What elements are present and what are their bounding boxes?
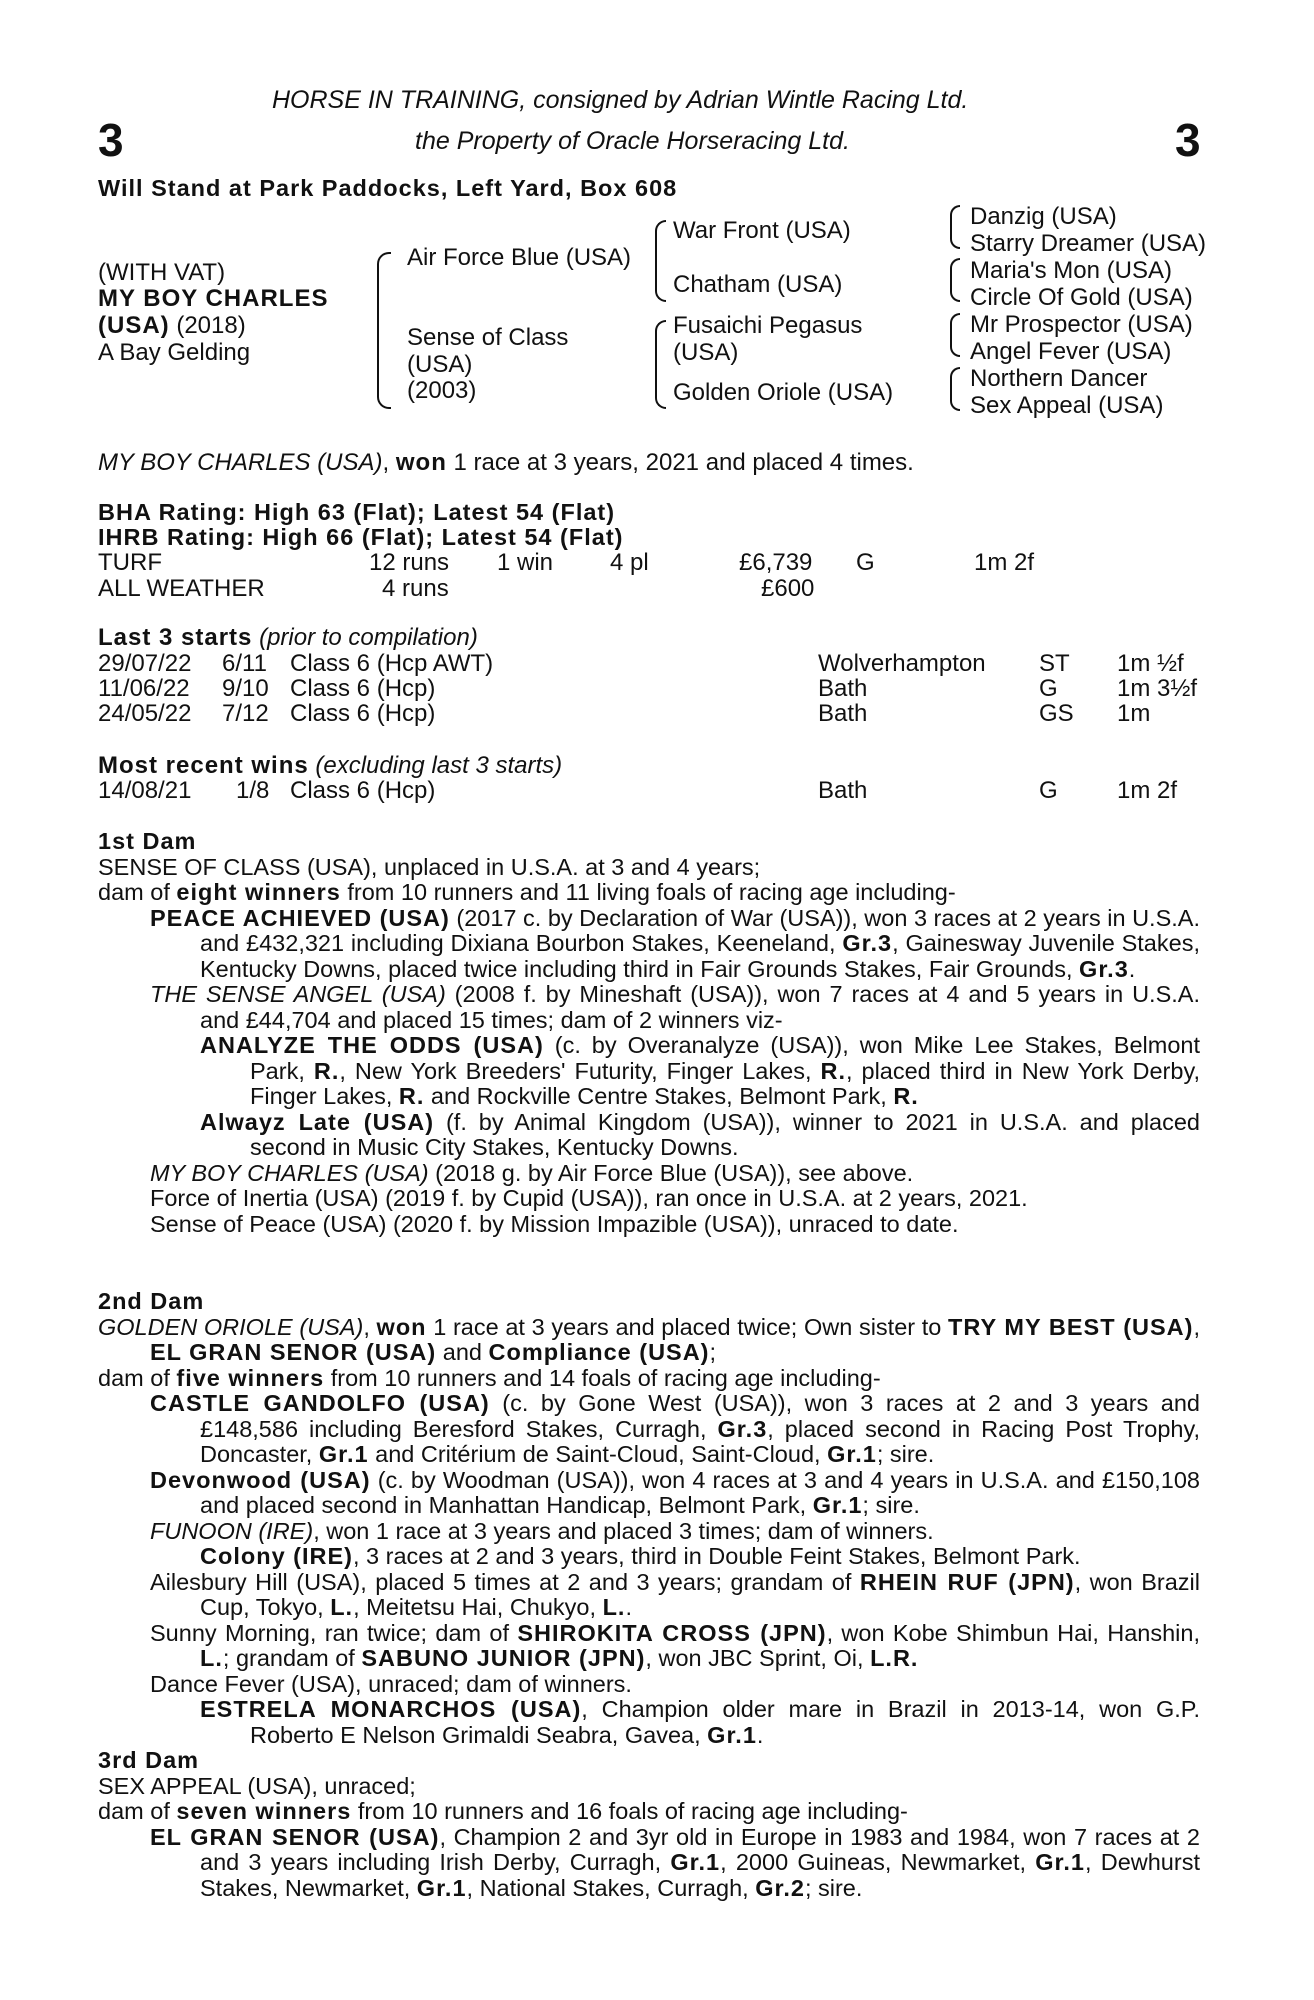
dam-name: Sense of Class [407,324,569,351]
grand-sire-3: Mr Prospector (USA) [970,311,1193,338]
produce-sense-of-peace: Sense of Peace (USA) (2020 f. by Mission Impazible (USA)), unraced to date. [150,1210,959,1237]
sire-dam: Chatham (USA) [673,271,843,298]
start-3-date: 24/05/22 [98,700,192,727]
pedigree-brace-g4 [950,367,960,411]
turf-runs: 12 runs [369,549,450,576]
bha-rating: BHA Rating: High 63 (Flat); Latest 54 (Flat) [98,499,616,525]
turf-wins: 1 win [497,549,554,576]
produce-the-sense-angel: THE SENSE ANGEL (USA) (2008 f. by Mineshaft (USA)), won 7 races at 4 and 5 years in U.S.A. and £44,704 and placed 15 times; dam of 2 winners viz- [150,981,1200,1033]
second-dam-title: 2nd Dam [98,1288,205,1314]
dam-country: (USA) [407,351,473,378]
grand-dam-3: Angel Fever (USA) [970,338,1172,365]
start-1-going: ST [1039,650,1070,677]
win-distance: 1m 2f [1117,777,1178,804]
start-1-distance: 1m ½f [1117,650,1184,677]
win-date: 14/08/21 [98,777,192,804]
start-3-distance: 1m [1117,700,1151,727]
produce-castle-gandolfo: CASTLE GANDOLFO (USA) (c. by Gone West (USA)), won 3 races at 2 and 3 years and £148,586 including Beresford Stakes, Curragh, Gr.3, placed second in Racing Post Trophy, Doncaster, Gr.1 and Critérium de Saint-Cloud, Saint-Cloud, Gr.1; sire. [150,1390,1200,1467]
sire-name: Air Force Blue (USA) [407,244,632,271]
first-dam-title: 1st Dam [98,828,197,854]
start-2-course: Bath [818,675,868,702]
horse-name: MY BOY CHARLES [98,285,329,312]
produce-ailesbury-hill: Ailesbury Hill (USA), placed 5 times at 2 and 3 years; grandam of RHEIN RUF (JPN), won Brazil Cup, Tokyo, L., Meitetsu Hai, Chukyo, L.. [150,1568,1200,1620]
produce-my-boy-charles: MY BOY CHARLES (USA) (2018 g. by Air Force Blue (USA)), see above. [150,1159,914,1186]
pedigree-brace-g1 [950,205,960,249]
start-2-position: 9/10 [222,675,269,702]
pedigree-brace-g3 [950,313,960,357]
dam-sire-country: (USA) [673,339,739,366]
win-going: G [1039,777,1058,804]
produce-colony: Colony (IRE), 3 races at 2 and 3 years, third in Double Feint Stakes, Belmont Park. [200,1543,1081,1569]
third-dam-title: 3rd Dam [98,1747,200,1773]
start-2-class: Class 6 (Hcp) [290,675,436,702]
produce-peace-achieved: PEACE ACHIEVED (USA) (2017 c. by Declaration of War (USA)), won 3 races at 2 years in U.S.A. and £432,321 including Dixiana Bourbon Stakes, Keeneland, Gr.3, Gainesway Juvenile Stakes, Kentucky Downs, placed twice including third in Fair Grounds Stakes, Fair Grounds, Gr.3. [150,904,1200,982]
produce-dance-fever: Dance Fever (USA), unraced; dam of winners. [150,1670,632,1697]
pedigree-brace-sire [655,220,666,302]
pedigree-brace-g2 [950,258,960,302]
aw-prize: £600 [761,575,815,602]
produce-force-of-inertia: Force of Inertia (USA) (2019 f. by Cupid (USA)), ran once in U.S.A. at 2 years, 2021. [150,1185,1028,1211]
start-2-going: G [1039,675,1058,702]
win-position: 1/8 [236,777,270,804]
pedigree-brace-parents [377,252,391,409]
dam-dam: Golden Oriole (USA) [673,379,894,406]
horse-name-country-year: (USA) (2018) [98,312,246,339]
start-2-distance: 1m 3½f [1117,675,1198,702]
first-dam-produce-line: dam of eight winners from 10 runners and 11 living foals of racing age including- [98,879,956,905]
produce-el-gran-senor: EL GRAN SENOR (USA), Champion 2 and 3yr old in Europe in 1983 and 1984, won 7 races at 2 and 3 years including Irish Derby, Curragh, Gr.1, 2000 Guineas, Newmarket, Gr.1, Dewhurst Stakes, Newmarket, Gr.1, National Stakes, Curragh, Gr.2; sire. [150,1823,1200,1901]
start-1-position: 6/11 [222,650,267,677]
grand-dam-1: Starry Dreamer (USA) [970,230,1207,257]
dam-year: (2003) [407,377,477,404]
start-1-course: Wolverhampton [818,650,986,677]
third-dam-section [98,1748,1200,1901]
aw-runs: 4 runs [382,575,449,602]
turf-label: TURF [98,549,162,576]
dam-sire: Fusaichi Pegasus [673,312,863,339]
pedigree-brace-dam [655,320,666,409]
aw-label: ALL WEATHER [98,575,265,602]
win-class: Class 6 (Hcp) [290,777,436,804]
recent-wins-title: Most recent wins (excluding last 3 starts) [98,752,563,779]
turf-distance: 1m 2f [974,549,1035,576]
grand-sire-2: Maria's Mon (USA) [970,257,1172,284]
start-1-class: Class 6 (Hcp AWT) [290,650,494,677]
first-dam-section [98,829,1200,1237]
consignor-line: HORSE IN TRAINING, consigned by Adrian Wintle Racing Ltd. [272,86,969,114]
lot-number-left: 3 [98,114,124,166]
vat-note: (WITH VAT) [98,259,226,286]
produce-estrela-monarchos: ESTRELA MONARCHOS (USA), Champion older mare in Brazil in 2013-14, won G.P. Roberto E Nelson Grimaldi Seabra, Gavea, Gr.1. [200,1696,1200,1748]
last-starts-title: Last 3 starts (prior to compilation) [98,624,478,651]
grand-dam-4: Sex Appeal (USA) [970,392,1164,419]
produce-funoon: FUNOON (IRE), won 1 race at 3 years and placed 3 times; dam of winners. [150,1517,934,1544]
turf-placed: 4 pl [610,549,649,576]
sire-sire: War Front (USA) [673,217,851,244]
horse-description: A Bay Gelding [98,339,251,366]
property-line: the Property of Oracle Horseracing Ltd. [415,127,850,155]
start-2-date: 11/06/22 [98,675,190,702]
start-1-date: 29/07/22 [98,650,192,677]
grand-sire-4: Northern Dancer [970,365,1148,392]
first-dam-line: SENSE OF CLASS (USA), unplaced in U.S.A. at 3 and 4 years; [98,853,761,880]
produce-analyze-the-odds: ANALYZE THE ODDS (USA) (c. by Overanalyze (USA)), won Mike Lee Stakes, Belmont Park, R., New York Breeders' Futurity, Finger Lakes, R., placed third in New York Derby, Finger Lakes, R. and Rockville Centre Stakes, Belmont Park, R. [200,1032,1200,1109]
produce-sunny-morning: Sunny Morning, ran twice; dam of SHIROKITA CROSS (JPN), won Kobe Shimbun Hai, Hanshin, L.; grandam of SABUNO JUNIOR (JPN), won JBC Sprint, Oi, L.R. [150,1619,1200,1671]
start-3-course: Bath [818,700,868,727]
grand-sire-1: Danzig (USA) [970,203,1117,230]
ihrb-rating: IHRB Rating: High 66 (Flat); Latest 54 (Flat) [98,524,624,550]
second-dam-line: GOLDEN ORIOLE (USA), won 1 race at 3 years and placed twice; Own sister to TRY MY BEST (USA), EL GRAN SENOR (USA) and Compliance (USA); [98,1313,1201,1365]
win-course: Bath [818,777,868,804]
grand-dam-2: Circle Of Gold (USA) [970,284,1193,311]
start-3-going: GS [1039,700,1074,727]
second-dam-produce-line: dam of five winners from 10 runners and 14 foals of racing age including- [98,1364,881,1391]
stand-location: Will Stand at Park Paddocks, Left Yard, Box 608 [98,175,678,201]
produce-devonwood: Devonwood (USA) (c. by Woodman (USA)), won 4 races at 3 and 4 years in U.S.A. and £150,108 and placed second in Manhattan Handicap, Belmont Park, Gr.1; sire. [150,1466,1200,1518]
third-dam-line: SEX APPEAL (USA), unraced; [98,1772,416,1799]
start-3-position: 7/12 [222,700,269,727]
turf-going: G [856,549,875,576]
turf-prize: £6,739 [739,549,813,576]
lot-number-right: 3 [1175,114,1201,166]
produce-alwayz-late: Alwayz Late (USA) (f. by Animal Kingdom (USA)), winner to 2021 in U.S.A. and placed second in Music City Stakes, Kentucky Downs. [200,1108,1200,1160]
third-dam-produce-line: dam of seven winners from 10 runners and 16 foals of racing age including- [98,1798,908,1824]
second-dam-section [98,1289,1200,1748]
start-3-class: Class 6 (Hcp) [290,700,436,727]
race-summary: MY BOY CHARLES (USA), won 1 race at 3 years, 2021 and placed 4 times. [98,449,914,476]
